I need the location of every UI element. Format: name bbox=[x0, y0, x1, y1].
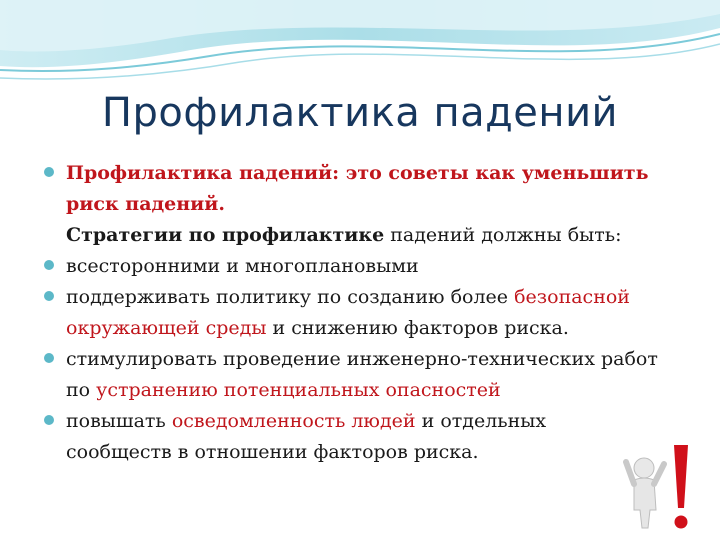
bullet-text-run: Стратегии по профилактике bbox=[66, 224, 385, 246]
bullet-text-run: и снижению факторов риска. bbox=[266, 317, 569, 339]
bullet-text-run: устранению потенциальных опасностей bbox=[96, 379, 501, 401]
bullet-text-run: падений должны быть: bbox=[384, 224, 622, 246]
bullet-text-run: и отдельных bbox=[415, 410, 547, 432]
bullet-text-run: поддерживать политику по созданию более bbox=[66, 286, 515, 308]
bullet-item bbox=[40, 251, 680, 282]
bullet-dot-icon bbox=[44, 353, 54, 363]
bullet-item bbox=[40, 282, 680, 344]
bullet-item bbox=[40, 158, 680, 251]
slide-title: Профилактика падений bbox=[101, 90, 619, 136]
bullet-dot-icon bbox=[44, 291, 54, 301]
bullet-text-run: осведомленность людей bbox=[171, 410, 416, 432]
bullet-list bbox=[40, 158, 680, 468]
bullet-text-run: безопасной окружающей среды bbox=[66, 286, 630, 339]
bullet-text-run: всесторонними и многоплановыми bbox=[66, 255, 419, 277]
bullet-text-run: стимулировать проведение инженерно-технических работ по bbox=[66, 348, 658, 401]
bullet-text-run: Профилактика падений: это советы как уменьшить риск падений. bbox=[66, 162, 649, 215]
person-with-exclamation-icon bbox=[622, 440, 702, 535]
bullet-text-run: сообществ в отношении факторов риска. bbox=[66, 441, 479, 463]
bullet-item bbox=[40, 344, 680, 406]
bullet-dot-icon bbox=[44, 415, 54, 425]
bullet-item bbox=[40, 406, 680, 468]
decorative-wave-header bbox=[0, 0, 720, 90]
bullet-text-run: повышать bbox=[66, 410, 172, 432]
bullet-dot-icon bbox=[44, 167, 54, 177]
bullet-dot-icon bbox=[44, 260, 54, 270]
